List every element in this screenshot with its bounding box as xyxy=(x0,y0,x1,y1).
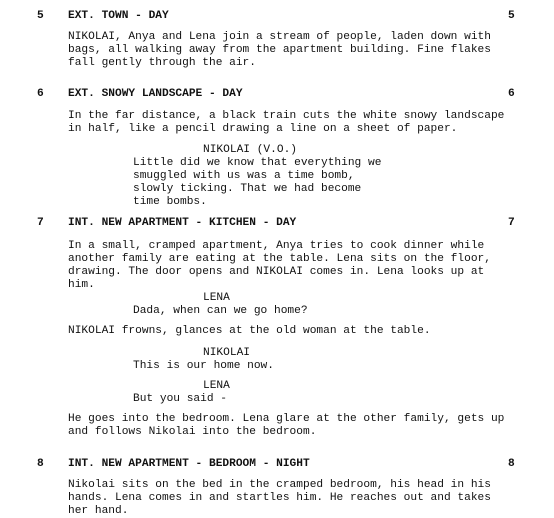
action-line: hands. Lena comes in and startles him. He reaches out and takes xyxy=(68,492,491,504)
scene-number-right: 5 xyxy=(508,10,515,22)
scene-number-right: 8 xyxy=(508,458,515,470)
character-cue: LENA xyxy=(203,292,230,304)
action-line: bags, all walking away from the apartment building. Fine flakes xyxy=(68,44,491,56)
dialogue-line: But you said - xyxy=(133,393,227,405)
dialogue-line: time bombs. xyxy=(133,196,207,208)
action-line: NIKOLAI frowns, glances at the old woman at the table. xyxy=(68,325,431,337)
action-line: her hand. xyxy=(68,505,129,517)
scene-heading: EXT. SNOWY LANDSCAPE - DAY xyxy=(68,88,243,100)
action-line: fall gently through the air. xyxy=(68,57,256,69)
dialogue-line: slowly ticking. That we had become xyxy=(133,183,362,195)
character-cue: NIKOLAI (V.O.) xyxy=(203,144,297,156)
character-cue: NIKOLAI xyxy=(203,347,250,359)
action-line: him. xyxy=(68,279,95,291)
action-line: another family are eating at the table. Lena sits on the floor, xyxy=(68,253,491,265)
action-line: in half, like a pencil drawing a line on a sheet of paper. xyxy=(68,123,458,135)
action-line: In a small, cramped apartment, Anya tries to cook dinner while xyxy=(68,240,485,252)
dialogue-line: Dada, when can we go home? xyxy=(133,305,308,317)
scene-heading: INT. NEW APARTMENT - BEDROOM - NIGHT xyxy=(68,458,310,470)
scene-number-left: 5 xyxy=(37,10,44,22)
dialogue-line: Little did we know that everything we xyxy=(133,157,382,169)
scene-heading: INT. NEW APARTMENT - KITCHEN - DAY xyxy=(68,217,297,229)
action-line: and follows Nikolai into the bedroom. xyxy=(68,426,317,438)
scene-number-left: 7 xyxy=(37,217,44,229)
scene-number-left: 8 xyxy=(37,458,44,470)
action-line: NIKOLAI, Anya and Lena join a stream of people, laden down with xyxy=(68,31,491,43)
scene-heading: EXT. TOWN - DAY xyxy=(68,10,169,22)
dialogue-line: smuggled with us was a time bomb, xyxy=(133,170,355,182)
action-line: He goes into the bedroom. Lena glare at the other family, gets up xyxy=(68,413,505,425)
action-line: In the far distance, a black train cuts the white snowy landscape xyxy=(68,110,505,122)
scene-number-left: 6 xyxy=(37,88,44,100)
scene-number-right: 6 xyxy=(508,88,515,100)
action-line: drawing. The door opens and NIKOLAI comes in. Lena looks up at xyxy=(68,266,485,278)
scene-number-right: 7 xyxy=(508,217,515,229)
action-line: Nikolai sits on the bed in the cramped bedroom, his head in his xyxy=(68,479,491,491)
character-cue: LENA xyxy=(203,380,230,392)
dialogue-line: This is our home now. xyxy=(133,360,274,372)
